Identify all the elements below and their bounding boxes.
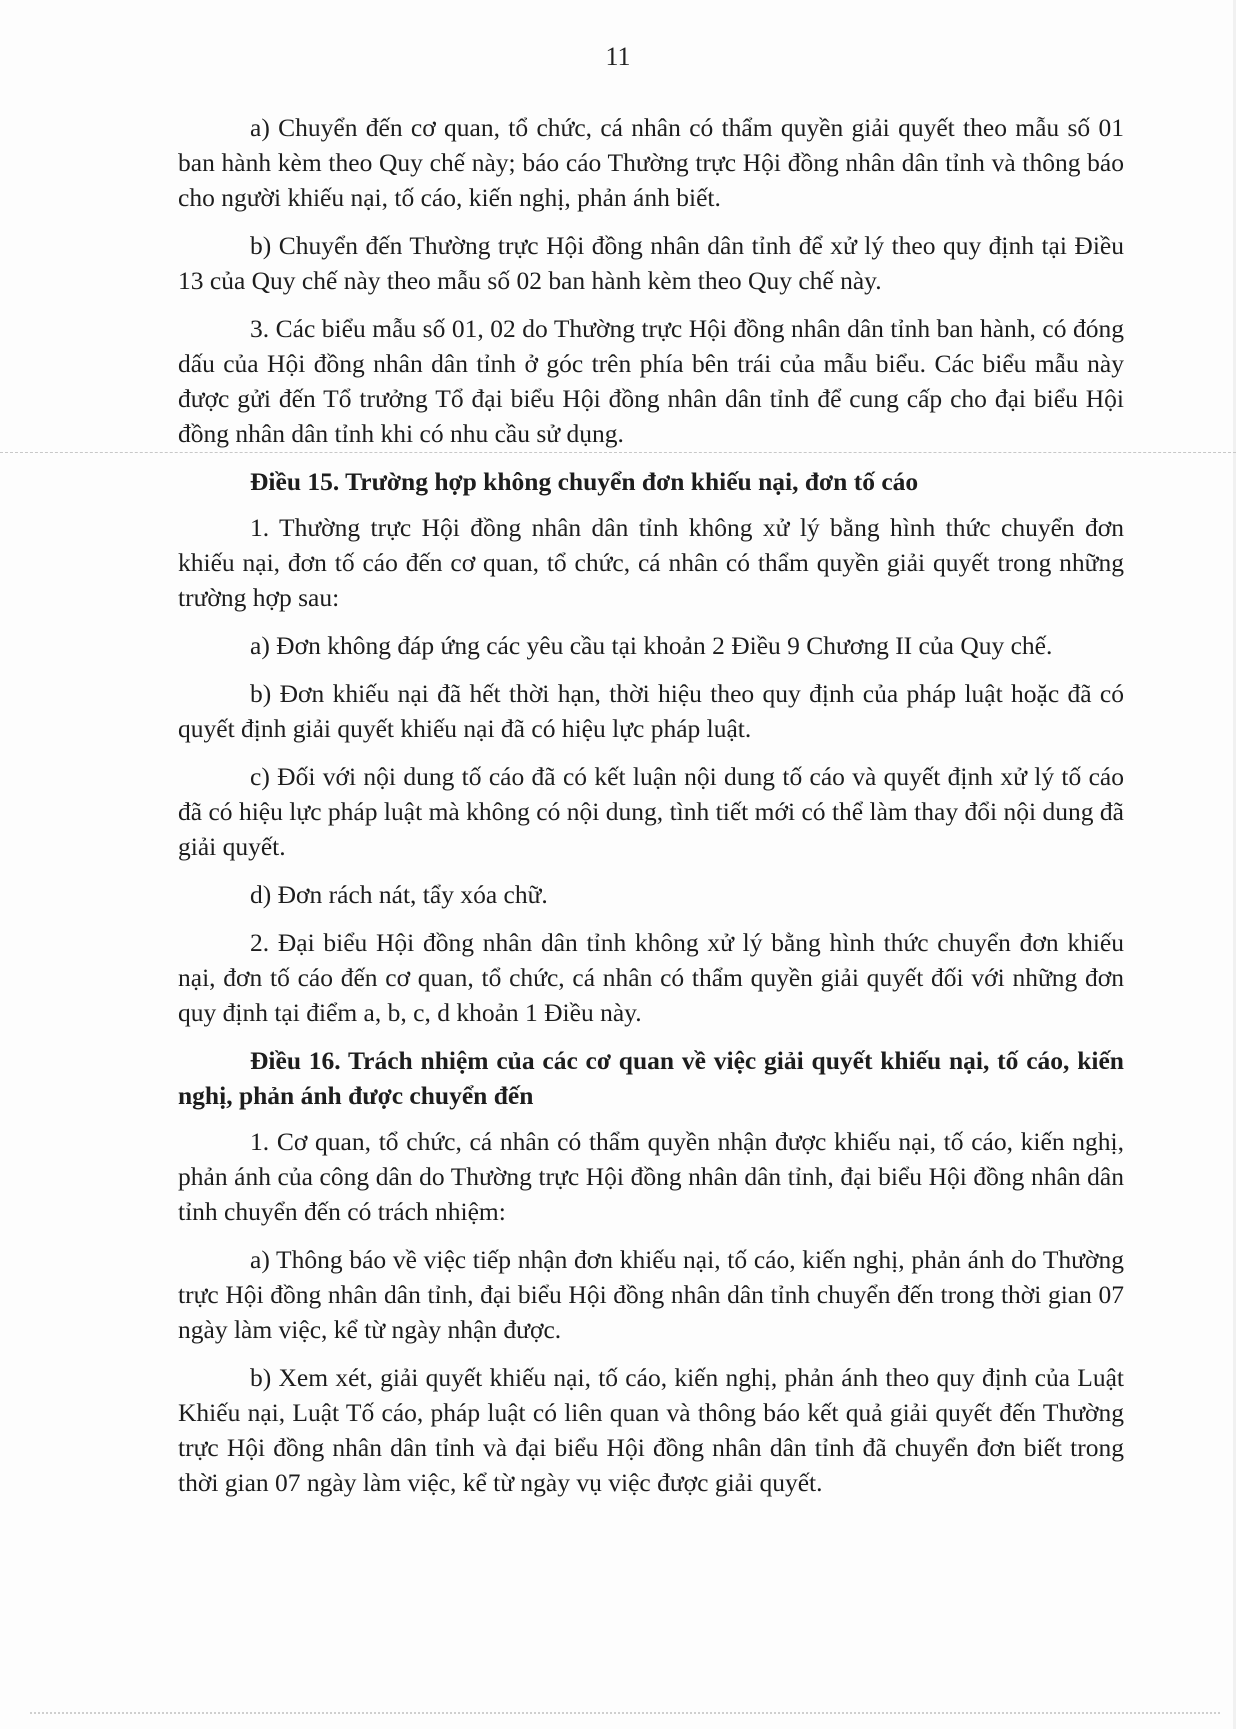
- article-16-point-a: a) Thông báo về việc tiếp nhận đơn khiếu nại, tố cáo, kiến nghị, phản ánh do Thường trực Hội đồng nhân dân tỉnh, đại biểu Hội đồng nhân dân tỉnh chuyển đến trong thời gian 07 ngày làm việc, kể từ ngày nhận được.: [178, 1245, 1124, 1344]
- article-15-heading: Điều 15. Trường hợp không chuyển đơn khiếu nại, đơn tố cáo: [250, 467, 919, 496]
- document-body: [178, 110, 1124, 1513]
- article-16-point-b: b) Xem xét, giải quyết khiếu nại, tố cáo, kiến nghị, phản ánh theo quy định của Luật Khiếu nại, Luật Tố cáo, pháp luật có liên quan và thông báo kết quả giải quyết đến Thường trực Hội đồng nhân dân tỉnh và đại biểu Hội đồng nhân dân tỉnh đã chuyển đơn biết trong thời gian 07 ngày làm việc, kể từ ngày vụ việc được giải quyết.: [178, 1363, 1124, 1497]
- article-16-clause-1: 1. Cơ quan, tổ chức, cá nhân có thẩm quyền nhận được khiếu nại, tố cáo, kiến nghị, phản ánh của công dân do Thường trực Hội đồng nhân dân tỉnh, đại biểu Hội đồng nhân dân tỉnh chuyển đến có trách nhiệm:: [178, 1127, 1124, 1226]
- scan-artifact-bottom: [30, 1712, 1220, 1714]
- article-15-clause-1: 1. Thường trực Hội đồng nhân dân tỉnh không xử lý bằng hình thức chuyển đơn khiếu nại, đơn tố cáo đến cơ quan, tổ chức, cá nhân có thẩm quyền giải quyết trong những trường hợp sau:: [178, 513, 1124, 612]
- article-15-point-c: c) Đối với nội dung tố cáo đã có kết luận nội dung tố cáo và quyết định xử lý tố cáo đã có hiệu lực pháp luật mà không có nội dung, tình tiết mới có thể làm thay đổi nội dung đã giải quyết.: [178, 762, 1124, 861]
- page-number: 11: [605, 42, 631, 71]
- article-15-clause-2: 2. Đại biểu Hội đồng nhân dân tỉnh không xử lý bằng hình thức chuyển đơn khiếu nại, đơn tố cáo đến cơ quan, tổ chức, cá nhân có thẩm quyền giải quyết đối với những đơn quy định tại điểm a, b, c, d khoản 1 Điều này.: [178, 928, 1124, 1027]
- article-15-point-d: d) Đơn rách nát, tẩy xóa chữ.: [250, 880, 548, 909]
- article-16-heading: Điều 16. Trách nhiệm của các cơ quan về việc giải quyết khiếu nại, tố cáo, kiến nghị, phản ánh được chuyển đến: [178, 1046, 1124, 1110]
- article-15-point-b: b) Đơn khiếu nại đã hết thời hạn, thời hiệu theo quy định của pháp luật hoặc đã có quyết định giải quyết khiếu nại đã có hiệu lực pháp luật.: [178, 679, 1124, 743]
- paragraph-2a: a) Chuyển đến cơ quan, tổ chức, cá nhân có thẩm quyền giải quyết theo mẫu số 01 ban hành kèm theo Quy chế này; báo cáo Thường trực Hội đồng nhân dân tỉnh và thông báo cho người khiếu nại, tố cáo, kiến nghị, phản ánh biết.: [178, 113, 1124, 212]
- paragraph-3: 3. Các biểu mẫu số 01, 02 do Thường trực Hội đồng nhân dân tỉnh ban hành, có đóng dấu của Hội đồng nhân dân tỉnh ở góc trên phía bên trái của mẫu biểu. Các biểu mẫu này được gửi đến Tổ trưởng Tổ đại biểu Hội đồng nhân dân tỉnh để cung cấp cho đại biểu Hội đồng nhân dân tỉnh khi có nhu cầu sử dụng.: [178, 314, 1124, 448]
- paragraph-2b: b) Chuyển đến Thường trực Hội đồng nhân dân tỉnh để xử lý theo quy định tại Điều 13 của Quy chế này theo mẫu số 02 ban hành kèm theo Quy chế này.: [178, 231, 1124, 295]
- article-15-point-a: a) Đơn không đáp ứng các yêu cầu tại khoản 2 Điều 9 Chương II của Quy chế.: [250, 631, 1053, 660]
